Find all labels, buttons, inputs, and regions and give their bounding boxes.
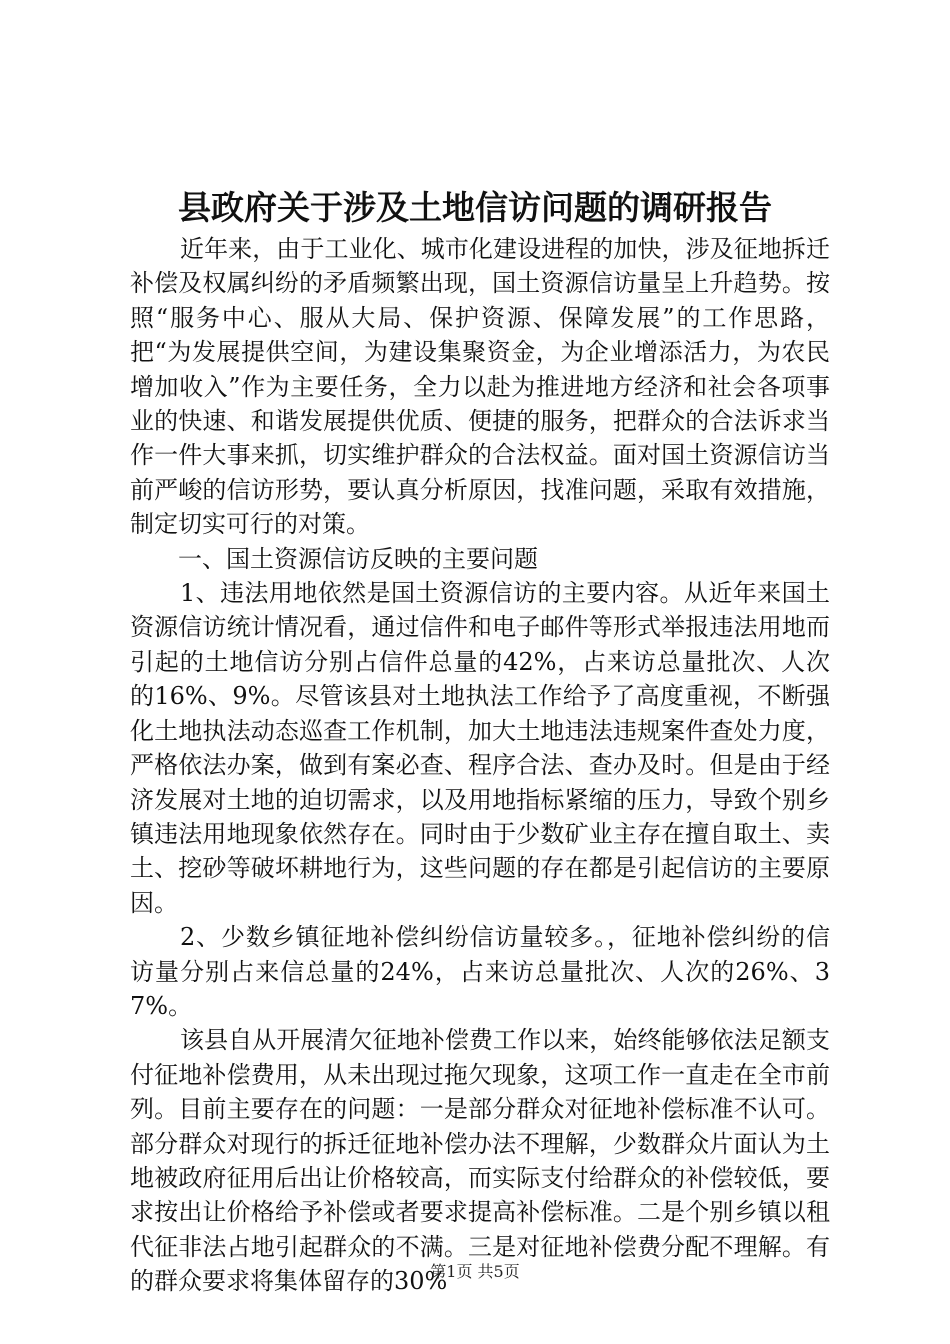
paragraph-item-2: 2、少数乡镇征地补偿纠纷信访量较多。，征地补偿纠纷的信访量分别占来信总量的24%，占来访总量批次、人次的26%、37%。 <box>130 923 830 1020</box>
section-heading: 一、国土资源信访反映的主要问题 <box>178 544 538 573</box>
paragraph-compensation: 该县自从开展清欠征地补偿费工作以来，始终能够依法足额支付征地补偿费用，从未出现过拖欠现象，这项工作一直走在全市前列。目前主要存在的问题：一是部分群众对征地补偿标准不认可。部分群众对现行的拆迁征地补偿办法不理解，少数群众片面认为土地被政府征用后出让价格较高，而实际支付给群众的补偿较低，要求按出让价格给予补偿或者要求提高补偿标准。二是个别乡镇以租代征非法占地引起群众的不满。三是对征地补偿费分配不理解。有的群众要求将集体留存的30% <box>130 1026 830 1296</box>
paragraph-item-1: 1、违法用地依然是国土资源信访的主要内容。从近年来国土资源信访统计情况看，通过信件和电子邮件等形式举报违法用地而引起的土地信访分别占信件总量的42%，占来访总量批次、人次的16%、9%。尽管该县对土地执法工作给予了高度重视，不断强化土地执法动态巡查工作机制，加大土地违法违规案件查处力度，严格依法办案，做到有案必查、程序合法、查办及时。但是由于经济发展对土地的迫切需求，以及用地指标紧缩的压力，导致个别乡镇违法用地现象依然存在。同时由于少数矿业主存在擅自取土、卖土、挖砂等破坏耕地行为，这些问题的存在都是引起信访的主要原因。 <box>130 579 830 917</box>
paragraph-intro: 近年来，由于工业化、城市化建设进程的加快，涉及征地拆迁补偿及权属纠纷的矛盾频繁出现，国土资源信访量呈上升趋势。按照“服务中心、服从大局、保护资源、保障发展”的工作思路，把“为发展提供空间，为建设集聚资金，为企业增添活力，为农民增加收入”作为主要任务，全力以赴为推进地方经济和社会各项事业的快速、和谐发展提供优质、便捷的服务，把群众的合法诉求当作一件大事来抓，切实维护群众的合法权益。面对国土资源信访当前严峻的信访形势，要认真分析原因，找准问题，采取有效措施，制定切实可行的对策。 <box>130 235 830 539</box>
document-title: 县政府关于涉及土地信访问题的调研报告 <box>178 188 772 227</box>
page-footer: 第1页 共5页 <box>430 1262 520 1281</box>
document-body <box>130 232 830 1299</box>
